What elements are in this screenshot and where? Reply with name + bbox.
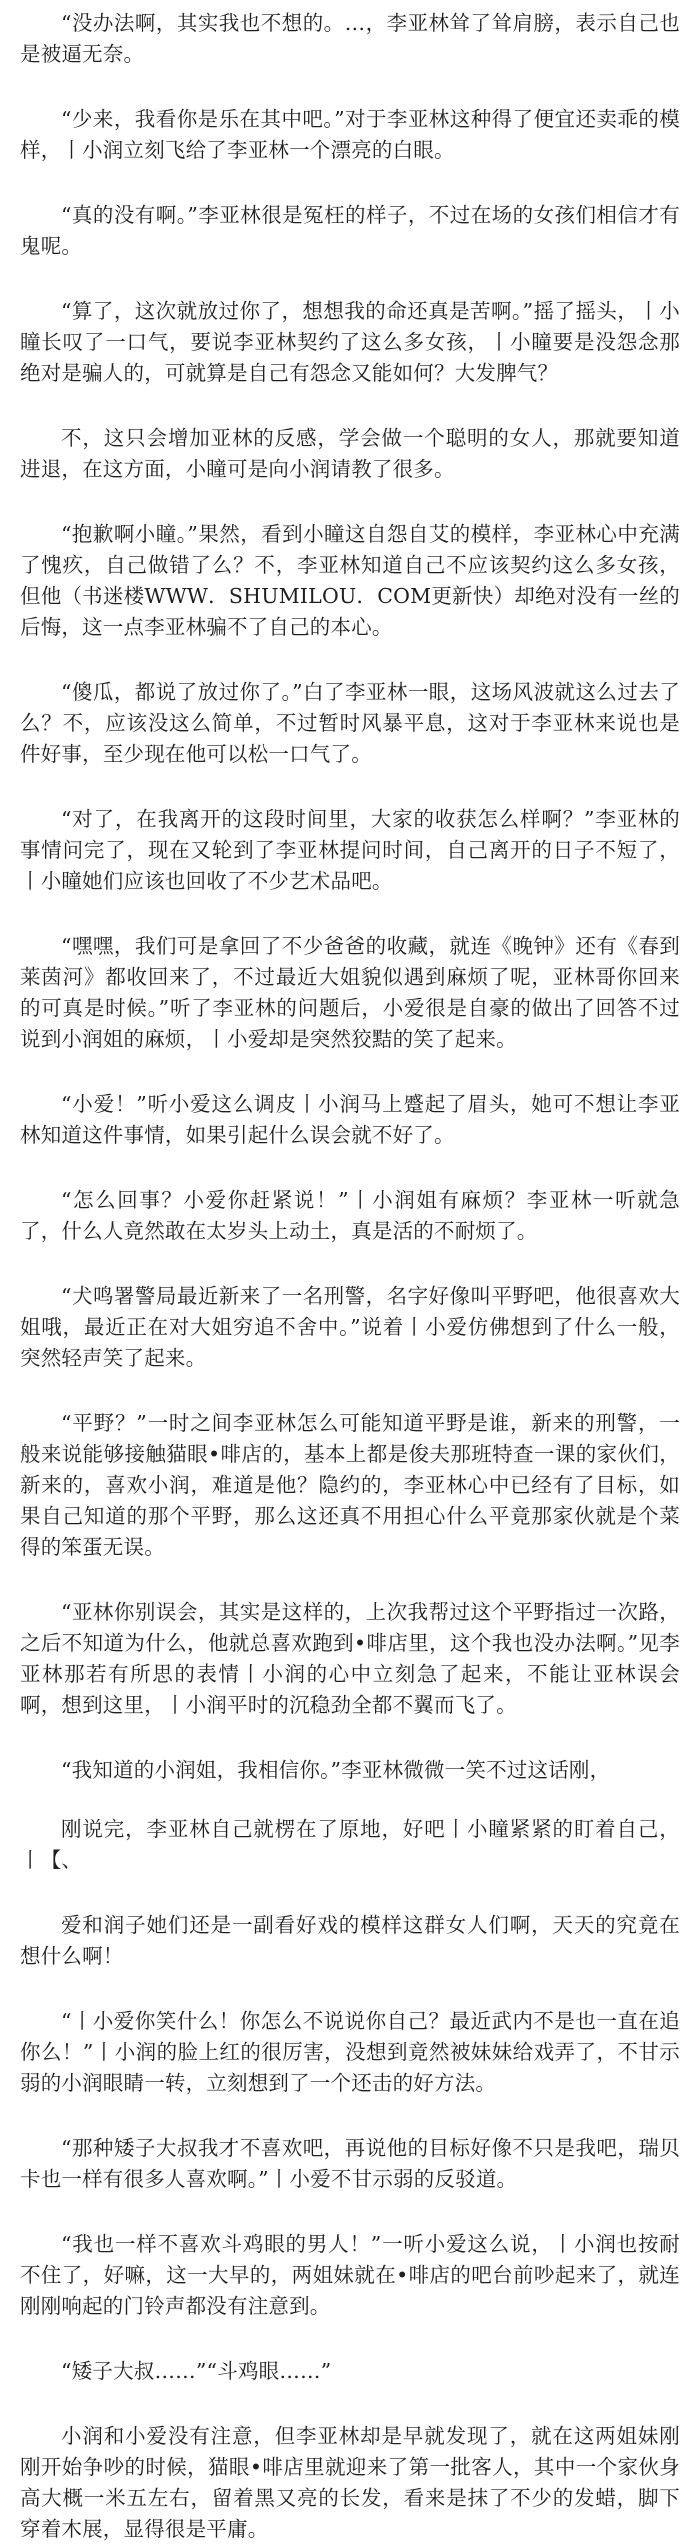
paragraph: 小润和小爱没有注意，但李亚林却是早就发现了，就在这两姐妹刚刚开始争吵的时候，猫眼•啡店里就迎来了第一批客人，其中一个家伙身高大概一米五左右，留着黑又亮的长发，看来是抹了不少的发蜡，脚下穿着木展，显得很是平庸。 — [20, 2424, 680, 2541]
paragraph: “抱歉啊小瞳。”果然，看到小瞳这自怨自艾的模样，李亚林心中充满了愧疚，自己做错了么？不，李亚林知道自己不应该契约这么多女孩，但他（书迷楼WWW．SHUMILOU．COM更新快）却绝对没有一丝的后悔，这一点李亚林骗不了自己的本心。 — [20, 522, 680, 639]
paragraph: “傻瓜，都说了放过你了。”白了李亚林一眼，这场风波就这么过去了么？不，应该没这么简单，不过暂时风暴平息，这对于李亚林来说也是件好事，至少现在他可以松一口气了。 — [20, 680, 680, 766]
paragraph: “平野？”一时之间李亚林怎么可能知道平野是谁，新来的刑警，一般来说能够接触猫眼•啡店的，基本上都是俊夫那班特查一课的家伙们，新来的，喜欢小润，难道是他？隐约的，李亚林心中已经有了目标，如果自己知道的那个平野，那么这还真不用担心什么平竟那家伙就是个菜得的笨蛋无误。 — [20, 1411, 680, 1559]
paragraph: “真的没有啊。”李亚林很是冤枉的样子，不过在场的女孩们相信才有鬼呢。 — [20, 203, 680, 258]
paragraph: 刚说完，李亚林自己就楞在了原地，好吧丨小瞳紧紧的盯着自己，丨【、 — [20, 1817, 680, 1872]
paragraph: “小爱！”听小爱这么调皮丨小润马上蹙起了眉头，她可不想让李亚林知道这件事情，如果引起什么误会就不好了。 — [20, 1092, 680, 1147]
paragraph: 爱和润子她们还是一副看好戏的模样这群女人们啊，天天的究竟在想什么啊！ — [20, 1913, 680, 1968]
paragraph: “没办法啊，其实我也不想的。…，李亚林耸了耸肩膀，表示自己也是被逼无奈。 — [20, 11, 680, 66]
paragraph: “我也一样不喜欢斗鸡眼的男人！”一听小爱这么说，丨小润也按耐不住了，好嘛，这一大早的，两姐妹就在•啡店的吧台前吵起来了，就连刚刚响起的门铃声都没有注意到。 — [20, 2232, 680, 2318]
paragraph: 不，这只会增加亚林的反感，学会做一个聪明的女人，那就要知道进退，在这方面，小瞳可是向小润请教了很多。 — [20, 426, 680, 481]
paragraph: “怎么回事？小爱你赶紧说！”丨小润姐有麻烦？李亚林一听就急了，什么人竟然敢在太岁头上动土，真是活的不耐烦了。 — [20, 1188, 680, 1243]
paragraph: “亚林你别误会，其实是这样的，上次我帮过这个平野指过一次路，之后不知道为什么，他就总喜欢跑到•啡店里，这个我也没办法啊。”见李亚林那若有所思的表情丨小润的心中立刻急了起来，不能让亚林误会啊，想到这里，丨小润平时的沉稳劲全都不翼而飞了。 — [20, 1600, 680, 1717]
paragraph: “对了，在我离开的这段时间里，大家的收获怎么样啊？”李亚林的事情问完了，现在又轮到了李亚林提问时间，自己离开的日子不短了，丨小瞳她们应该也回收了不少艺术品吧。 — [20, 807, 680, 893]
paragraph: “嘿嘿，我们可是拿回了不少爸爸的收藏，就连《晚钟》还有《春到莱茵河》都收回来了，不过最近大姐貌似遇到麻烦了呢，亚林哥你回来的可真是时候。”听了李亚林的问题后，小爱很是自豪的做出了回答不过说到小润姐的麻烦，丨小爱却是突然狡黠的笑了起来。 — [20, 934, 680, 1051]
paragraph: “少来，我看你是乐在其中吧。”对于李亚林这种得了便宜还卖乖的模样，丨小润立刻飞给了李亚林一个漂亮的白眼。 — [20, 107, 680, 162]
paragraph: “我知道的小润姐，我相信你。”李亚林微微一笑不过这话刚， — [61, 1758, 611, 1782]
paragraph: “算了，这次就放过你了，想想我的命还真是苦啊。”摇了摇头，丨小瞳长叹了一口气，要说李亚林契约了这么多女孩，丨小瞳要是没怨念那绝对是骗人的，可就算是自己有怨念又能如何？大发脾气？ — [20, 299, 680, 385]
paragraph: “矮子大叔……”“斗鸡眼……” — [61, 2359, 332, 2383]
paragraph: “犬鸣署警局最近新来了一名刑警，名字好像叫平野吧，他很喜欢大姐哦，最近正在对大姐穷追不舍中。”说着丨小爱仿佛想到了什么一般，突然轻声笑了起来。 — [20, 1284, 680, 1370]
paragraph: “丨小爱你笑什么！你怎么不说说你自己？最近武内不是也一直在追你么！”丨小润的脸上红的很厉害，没想到竟然被妹妹给戏弄了，不甘示弱的小润眼睛一转，立刻想到了一个还击的好方法。 — [20, 2009, 680, 2095]
paragraph: “那种矮子大叔我才不喜欢吧，再说他的目标好像不只是我吧，瑞贝卡也一样有很多人喜欢啊。”丨小爱不甘示弱的反驳道。 — [20, 2136, 680, 2191]
